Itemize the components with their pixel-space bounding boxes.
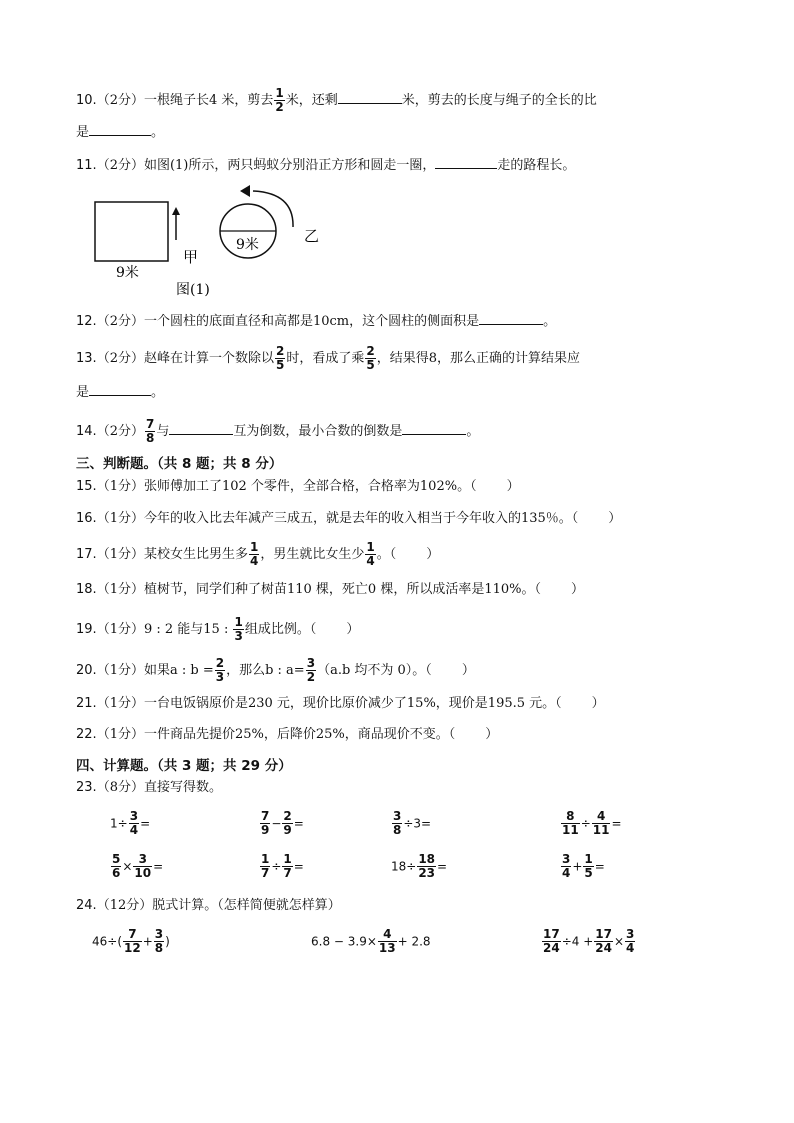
question-18 [76, 580, 584, 600]
question-number: 16. [76, 511, 97, 526]
question-score: （1分） [96, 511, 144, 526]
question-text: 一个圆柱的底面直径和高都是10cm，这个圆柱的侧面积是 [143, 314, 480, 329]
paren-close: ） [346, 622, 360, 637]
paren-close: ） [608, 511, 622, 526]
expression-1: 46÷( $\frac{7}{12}$ + $\frac{3}{8}$ ) [92, 927, 170, 955]
question-text: 赵峰在计算一个数除以 [143, 351, 274, 366]
question-text: 一件商品先提价25%，后降价25%，商品现价不变。（ [143, 727, 456, 742]
arrow-up-head-icon [172, 207, 180, 215]
fraction: $\frac{1}{4}$ [249, 540, 259, 568]
question-number: 12. [76, 314, 97, 329]
expression-2: 6.8 − 3.9× $\frac{4}{13}$ + 2.8 [311, 927, 431, 955]
question-number: 17. [76, 547, 97, 562]
question-23 [76, 778, 222, 798]
question-text: 组成比例。（ [244, 622, 317, 637]
answer-blank[interactable] [435, 154, 497, 169]
question-12 [76, 310, 556, 332]
question-text: （a.b 均不为 0）。（ [317, 663, 432, 678]
question-text: 。 [466, 424, 480, 439]
question-text: 今年的收入比去年减产三成五，就是去年的收入相当于今年收入的135％。（ [143, 511, 579, 526]
question-text: 一根绳子长4 米，剪去 [143, 93, 274, 108]
question-13-cont [76, 381, 164, 403]
question-score: （2分） [96, 158, 144, 173]
question-text: 如图(1)所示，两只蚂蚁分别沿正方形和圆走一圈， [143, 158, 436, 173]
question-number: 11. [76, 158, 97, 173]
calc-item-1: 1÷ $\frac{3}{4}$ = [110, 809, 151, 837]
question-text: 某校女生比男生多 [143, 547, 248, 562]
fraction: $\frac{2}{5}$ [366, 344, 375, 372]
question-24 [76, 896, 341, 916]
question-score: （1分） [96, 547, 144, 562]
question-score: （1分） [96, 663, 144, 678]
question-score: （1分） [96, 622, 144, 637]
question-score: （2分） [96, 314, 144, 329]
circle-diameter-label: 9米 [236, 237, 259, 253]
question-16 [76, 509, 621, 529]
question-text: 米，还剩 [285, 93, 338, 108]
ant-yi-label: 乙 [304, 227, 320, 245]
square-side-label: 9米 [116, 265, 139, 281]
question-text: 时，看成了乘 [286, 351, 365, 366]
answer-blank[interactable] [402, 420, 466, 435]
calc-item-2: $\frac{7}{9}$ − $\frac{2}{9}$ = [261, 809, 304, 837]
calc-item-3: $\frac{3}{8}$ ÷3= [393, 809, 432, 837]
paren-close: ） [570, 582, 584, 597]
fraction: $\frac{3}{2}$ [306, 656, 316, 684]
question-text: 走的路程长。 [497, 158, 576, 173]
figure-1 [88, 185, 338, 300]
expression-3: $\frac{17}{24}$ ÷4 + $\frac{17}{24}$ × $\frac{3}{4}$ [543, 927, 635, 955]
question-number: 10. [76, 93, 97, 108]
question-score: （2分） [96, 351, 144, 366]
question-text: 与 [156, 424, 170, 439]
paren-close: ） [506, 479, 520, 494]
question-number: 18. [76, 582, 97, 597]
fraction: $\frac{1}{4}$ [366, 540, 375, 568]
question-score: （2分） [96, 424, 144, 439]
question-number: 14. [76, 424, 97, 439]
paren-close: ） [461, 663, 475, 678]
question-score: （1分） [96, 696, 144, 711]
question-13 [76, 345, 580, 372]
curved-arrow-head-icon [240, 185, 250, 197]
curved-arrow-icon [253, 191, 293, 227]
question-text: 。 [151, 125, 165, 140]
ant-jia-label: 甲 [183, 248, 199, 266]
section-heading-3: 三、判断题。（共 8 题；共 8 分） [76, 456, 283, 472]
fraction: $\frac{2}{3}$ [215, 656, 225, 684]
answer-blank[interactable] [169, 420, 233, 435]
question-text: ，那么b : a= [226, 663, 305, 678]
fraction: $\frac{1}{3}$ [234, 615, 243, 643]
fraction: $\frac{2}{5}$ [275, 344, 285, 372]
question-21 [76, 694, 605, 714]
answer-blank[interactable] [89, 121, 151, 136]
question-15 [76, 477, 520, 497]
calc-item-5: $\frac{5}{6}$ × $\frac{3}{10}$ = [112, 852, 164, 880]
question-22 [76, 725, 498, 745]
calc-item-6: $\frac{1}{7}$ ÷ $\frac{1}{7}$ = [261, 852, 304, 880]
question-text: 。 [151, 385, 165, 400]
question-text: 是 [76, 125, 90, 140]
question-11 [76, 154, 575, 176]
question-text: 米，剪去的长度与绳子的全长的比 [401, 93, 597, 108]
question-number: 24. [76, 898, 97, 913]
section-heading-4: 四、计算题。（共 3 题；共 29 分） [76, 758, 292, 774]
question-number: 15. [76, 479, 97, 494]
question-10-cont [76, 121, 164, 143]
question-number: 20. [76, 663, 97, 678]
question-text: ，结果得8，那么正确的计算结果应 [376, 351, 580, 366]
question-text: 直接写得数。 [143, 780, 222, 795]
question-score: （12分） [96, 898, 153, 913]
question-20 [76, 657, 475, 684]
question-number: 19. [76, 622, 97, 637]
square-shape [95, 202, 168, 261]
question-number: 23. [76, 780, 97, 795]
question-text: 是 [76, 385, 90, 400]
question-score: （1分） [96, 582, 144, 597]
answer-blank[interactable] [338, 89, 402, 104]
question-text: 。（ [376, 547, 397, 562]
question-text: 脱式计算。（怎样简便就怎样算） [152, 898, 341, 913]
calc-item-7: 18÷ $\frac{18}{23}$ = [391, 852, 448, 880]
question-text: ，男生就比女生少 [260, 547, 365, 562]
figure-caption: 图(1) [176, 282, 210, 298]
fraction: $\frac{1}{2}$ [275, 86, 284, 114]
question-text: 一台电饭锅原价是230 元，现价比原价减少了15%，现价是195.5 元。（ [143, 696, 562, 711]
fraction: $\frac{7}{8}$ [145, 417, 155, 445]
question-number: 13. [76, 351, 97, 366]
calc-item-8: $\frac{3}{4}$ + $\frac{1}{5}$ = [562, 852, 605, 880]
question-text: 。 [543, 314, 557, 329]
question-score: （1分） [96, 727, 144, 742]
question-text: 张师傅加工了102 个零件，全部合格，合格率为102%。（ [143, 479, 477, 494]
question-text: 9 : 2 能与15 : [143, 622, 233, 637]
calc-item-4: $\frac{8}{11}$ ÷ $\frac{4}{11}$ = [562, 809, 622, 837]
question-19 [76, 616, 359, 643]
question-text: 植树节，同学们种了树苗110 棵，死亡0 棵，所以成活率是110%。（ [143, 582, 541, 597]
question-score: （2分） [96, 93, 144, 108]
question-text: 互为倒数，最小合数的倒数是 [233, 424, 403, 439]
paren-close: ） [426, 547, 440, 562]
paren-close: ） [591, 696, 605, 711]
answer-blank[interactable] [479, 310, 543, 325]
question-14 [76, 418, 479, 445]
question-text: 如果a : b = [143, 663, 214, 678]
question-number: 22. [76, 727, 97, 742]
question-10 [76, 87, 597, 114]
question-score: （1分） [96, 479, 144, 494]
question-score: （8分） [96, 780, 144, 795]
answer-blank[interactable] [89, 381, 151, 396]
paren-close: ） [485, 727, 499, 742]
question-number: 21. [76, 696, 97, 711]
question-17 [76, 541, 439, 568]
